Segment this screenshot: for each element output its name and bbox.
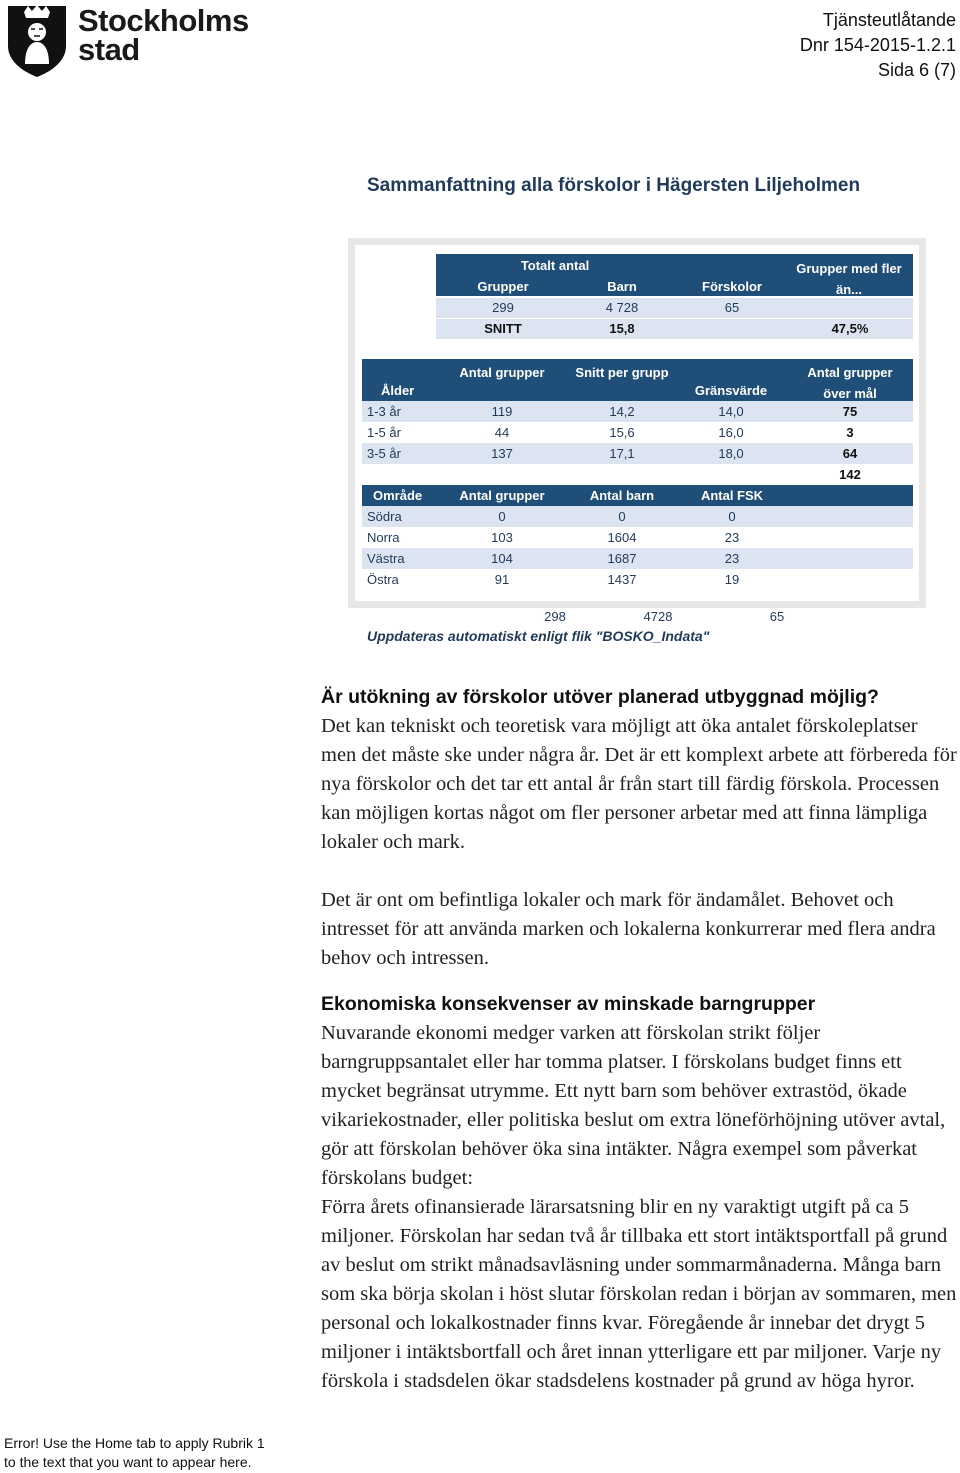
snitt-label: SNITT [484, 321, 522, 336]
age-row-2-grans: 16,0 [718, 425, 744, 440]
summary-title: Sammanfattning alla förskolor i Hägersten Liljeholmen [367, 175, 861, 196]
age-row-1-label: 1-3 år [367, 404, 401, 419]
totals-col-forskolor: Förskolor [702, 279, 762, 294]
totals-value-grupper: 299 [492, 300, 514, 315]
section-ekonomi [321, 990, 957, 1396]
footer-error-line-2: to the text that you want to appear here. [4, 1454, 252, 1470]
area-row-1-grupper: 0 [498, 509, 506, 524]
area-col-omrade: Område [373, 488, 423, 503]
footer-error-line-1: Error! Use the Home tab to apply Rubrik 1 [4, 1435, 265, 1451]
age-row-3-grans: 18,0 [718, 446, 744, 461]
age-row-2-over: 3 [846, 425, 854, 440]
totals-col-barn: Barn [607, 279, 637, 294]
section-utokning [321, 683, 957, 973]
area-row-1-fsk: 0 [728, 509, 736, 524]
totals-value-barn: 4 728 [605, 300, 639, 315]
totals-col-grupper: Grupper [477, 279, 529, 294]
age-row-3-grupper: 137 [491, 446, 513, 461]
age-row-3-label: 3-5 år [367, 446, 401, 461]
area-row-2-grupper: 103 [491, 530, 513, 545]
logo-line-1: Stockholms [78, 3, 249, 38]
area-row-3-fsk: 23 [724, 551, 740, 566]
stockholms-stad-logo [4, 2, 254, 78]
section-utokning-paragraph-1: Det kan tekniskt och teoretisk vara möjligt att öka antalet förskoleplatser men det måste ske under några år. Det är ett komplext arbete att förbereda för nya förskolor och det tar ett antal år från start till färdig förskola. Processen kan möjligen kortas något om fler personer arbetar med att finna lämpliga lokaler och mark. [321, 715, 957, 853]
age-col-snitt: Snitt per grupp [575, 365, 669, 380]
area-row-1-barn: 0 [618, 509, 626, 524]
age-row-3-snitt: 17,1 [609, 446, 635, 461]
area-col-fsk: Antal FSK [700, 488, 764, 503]
area-row-2-fsk: 23 [724, 530, 740, 545]
section-ekonomi-paragraph-2: Förra årets ofinansierade lärarsatsning blir en ny varaktigt utgift på ca 5 miljoner. Förskolan har sedan två år tillbaka ett stort intäktsportfall på grund av beslut om strikt månadsavläsning under sommarmånaderna. Många barn som ska börja skolan i höst slutar förskolan redan i början av sommaren, men personal och lokalkostnader finns kvar. Föregående år innebar det drygt 5 miljoner i intäktsbortfall och året innan ytterligare ett par miljoner. Varje ny förskola i stadsdelen ökar stadsdelens kostnader på grund av höga hyror. [321, 1196, 957, 1392]
logo-wordmark [78, 3, 249, 67]
snitt-percent: 47,5% [831, 321, 869, 336]
age-row-2-grupper: 44 [494, 425, 510, 440]
area-row-4-grupper: 91 [494, 572, 510, 587]
coat-of-arms-icon [4, 2, 70, 78]
section-ekonomi-paragraph-1: Nuvarande ekonomi medger varken att förskolan strikt följer barngruppsantalet eller har tomma platser. I förskolans budget finns ett mycket begränsat utrymme. Ett nytt barn som behöver extrastöd, ökade vikariekostnader, eller politiska beslut om extra löneförhöjning utöver avtal, gör att förskolan behöver öka sina intäkter. Några exempel som påverkat förskolans budget: [321, 1022, 946, 1189]
age-col-alder: Ålder [381, 383, 415, 398]
area-row-2-barn: 1604 [607, 530, 637, 545]
area-row-2-label: Norra [367, 530, 400, 545]
totals-value-forskolor: 65 [724, 300, 740, 315]
age-col-over-mal: Antal grupper över mål [807, 365, 893, 401]
area-col-grupper: Antal grupper [459, 488, 545, 503]
area-row-3-label: Västra [367, 551, 405, 566]
area-row-4-fsk: 19 [724, 572, 740, 587]
snitt-barn: 15,8 [609, 321, 635, 336]
logo-line-2: stad [78, 32, 140, 67]
age-row-1-over: 75 [842, 404, 858, 419]
footer-field-error [4, 1434, 265, 1472]
area-row-4-barn: 1437 [607, 572, 637, 587]
section-utokning-paragraph-2: Det är ont om befintliga lokaler och mark för ändamålet. Behovet och intresset för att använda marken och lokalerna konkurrerar med flera andra behov och intressen. [321, 889, 936, 969]
age-row-3-over: 64 [842, 446, 858, 461]
section-utokning-heading: Är utökning av förskolor utöver planerad utbyggnad möjlig? [321, 686, 879, 708]
age-col-gransvarde: Gränsvärde [694, 383, 768, 398]
document-header-meta [800, 8, 956, 83]
doc-type: Tjänsteutlåtande [822, 10, 956, 30]
age-row-2-label: 1-5 år [367, 425, 401, 440]
section-ekonomi-heading: Ekonomiska konsekvenser av minskade barngrupper [321, 993, 816, 1015]
age-row-2-snitt: 15,6 [609, 425, 635, 440]
bottom-total-grupper: 298 [544, 609, 566, 624]
totals-group-header: Totalt antal [520, 258, 590, 273]
age-row-1-grans: 14,0 [718, 404, 744, 419]
area-col-barn: Antal barn [589, 488, 655, 503]
age-total-over: 142 [839, 467, 861, 482]
age-col-antal-grupper: Antal grupper [459, 365, 545, 380]
page-number: Sida 6 (7) [877, 60, 956, 80]
area-row-3-barn: 1687 [607, 551, 637, 566]
area-row-1-label: Södra [367, 509, 402, 524]
totals-extra-header: Grupper med fler än... [796, 261, 902, 297]
age-row-1-snitt: 14,2 [609, 404, 635, 419]
area-row-4-label: Östra [367, 572, 399, 587]
bottom-total-barn: 4728 [643, 609, 673, 624]
area-row-3-grupper: 104 [491, 551, 513, 566]
diary-number: Dnr 154-2015-1.2.1 [799, 35, 956, 55]
bottom-total-forskolor: 65 [769, 609, 785, 624]
auto-update-note: Uppdateras automatiskt enligt flik "BOSKO_Indata" [367, 628, 710, 644]
age-row-1-grupper: 119 [491, 404, 513, 419]
